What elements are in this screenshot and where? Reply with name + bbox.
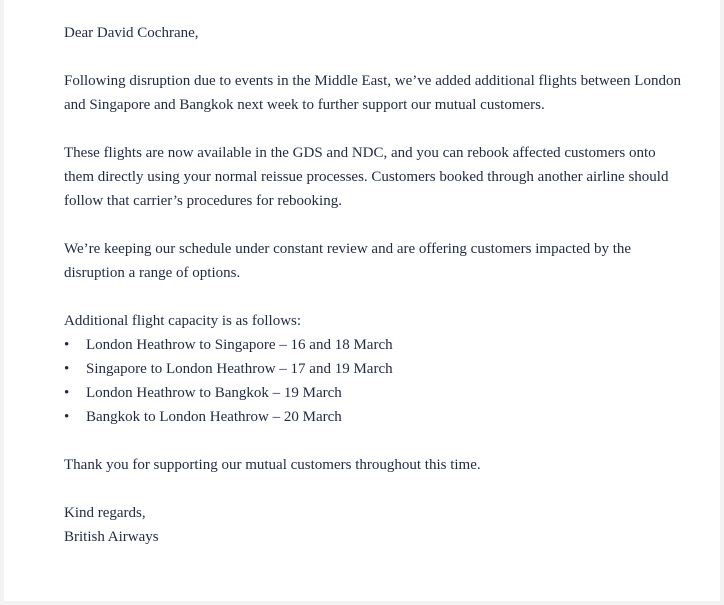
- signoff: Kind regards,: [64, 505, 146, 521]
- bullet-icon: •: [64, 337, 70, 353]
- signature: British Airways: [64, 529, 159, 545]
- paragraph-rebooking: These flights are now available in the GDS and NDC, and you can rebook affected customers onto them directly using your normal reissue processes. Customers booked through another airline should follow that carrier’s procedures for rebooking.: [64, 145, 669, 209]
- list-item: [64, 405, 684, 429]
- list-item: [64, 357, 684, 381]
- capacity-intro: Additional flight capacity is as follows:: [64, 313, 302, 329]
- flight-route: London Heathrow to Singapore – 16 and 18 March: [86, 337, 393, 353]
- greeting: Dear David Cochrane,: [64, 25, 199, 41]
- flight-list: [64, 333, 684, 429]
- flight-route: Bangkok to London Heathrow – 20 March: [86, 409, 342, 425]
- email-body: [4, 0, 720, 601]
- bullet-icon: •: [64, 385, 70, 401]
- flight-route: Singapore to London Heathrow – 17 and 19 March: [86, 361, 393, 377]
- list-item: [64, 333, 684, 357]
- list-item: [64, 381, 684, 405]
- letter: [64, 21, 684, 549]
- bullet-icon: •: [64, 361, 70, 377]
- flight-route: London Heathrow to Bangkok – 19 March: [86, 385, 342, 401]
- thanks-paragraph: Thank you for supporting our mutual customers throughout this time.: [64, 457, 481, 473]
- paragraph-schedule: We’re keeping our schedule under constant review and are offering customers impacted by the disruption a range of options.: [64, 241, 632, 281]
- bullet-icon: •: [64, 409, 70, 425]
- paragraph-disruption: Following disruption due to events in the Middle East, we’ve added additional flights between London and Singapore and Bangkok next week to further support our mutual customers.: [64, 73, 681, 113]
